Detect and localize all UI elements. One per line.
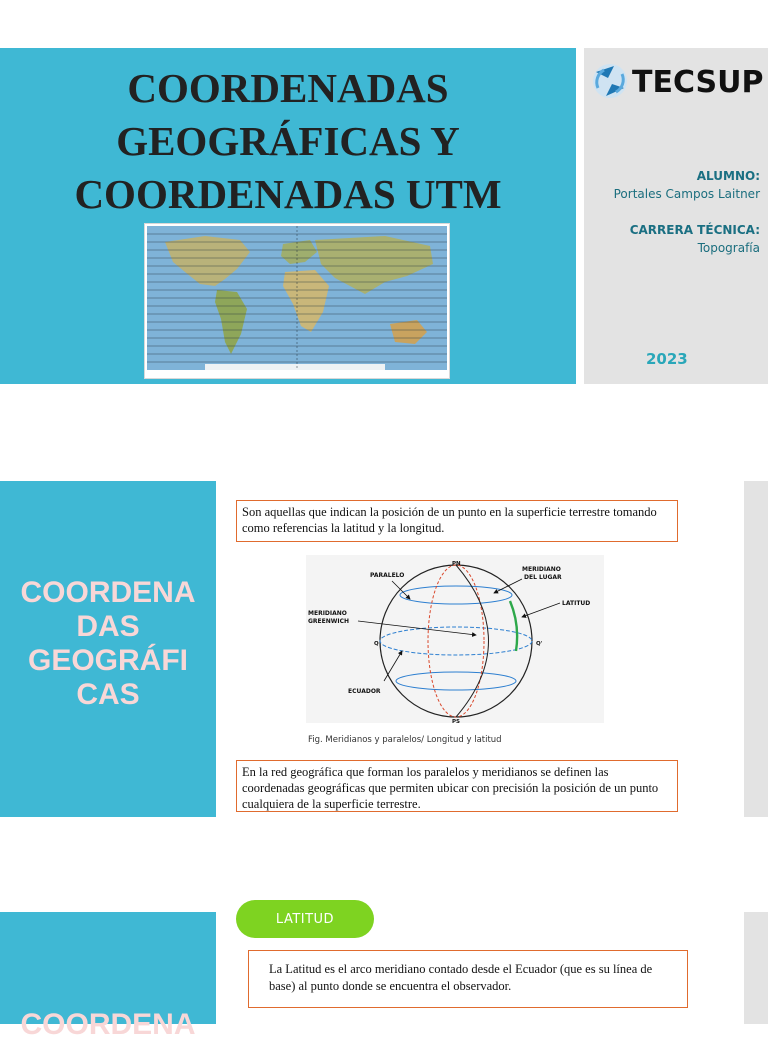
svg-text:LATITUD: LATITUD: [562, 600, 591, 607]
svg-text:PN: PN: [452, 561, 461, 567]
svg-text:MERIDIANO: MERIDIANO: [308, 610, 347, 617]
tecsup-logo: [590, 58, 766, 104]
svg-text:PARALELO: PARALELO: [370, 572, 405, 579]
svg-text:GREENWICH: GREENWICH: [308, 618, 350, 625]
alumno-value: Portales Campos Laitner: [613, 187, 760, 201]
svg-text:TECSUP: TECSUP: [632, 65, 764, 100]
globe-diagram: [306, 555, 604, 723]
section-title-2: COORDENA: [20, 1008, 196, 1041]
svg-text:DEL LUGAR: DEL LUGAR: [524, 574, 562, 581]
slide-title: COORDENADAS GEOGRÁFICAS Y COORDENADAS UTM: [74, 65, 502, 217]
description-box: En la red geográfica que forman los paralelos y meridianos se definen las coordenadas geográficas que permiten ubicar con precisión la posición de un punto cualquiera de la superficie terrestre.: [236, 760, 678, 812]
latitud-definition-box: La Latitud es el arco meridiano contado desde el Ecuador (que es su línea de base) al punto donde se encuentra el observador.: [248, 950, 688, 1008]
section-title: COORDENA DAS GEOGRÁFI CAS: [20, 576, 196, 711]
svg-text:MERIDIANO: MERIDIANO: [522, 566, 561, 573]
svg-text:ECUADOR: ECUADOR: [348, 688, 381, 695]
definition-box: Son aquellas que indican la posición de un punto en la superficie terrestre tomando como referencias la latitud y la longitud.: [236, 500, 678, 542]
alumno-label: ALUMNO:: [696, 169, 760, 183]
next-slide-edge-2: [744, 912, 768, 1024]
carrera-value: Topografía: [697, 241, 760, 255]
figure-caption: Fig. Meridianos y paralelos/ Longitud y latitud: [308, 735, 502, 745]
svg-text:Q: Q: [374, 641, 379, 647]
latitud-pill: LATITUD: [236, 900, 374, 938]
next-slide-edge: [744, 481, 768, 817]
year-label: 2023: [646, 350, 688, 368]
svg-text:Q': Q': [536, 641, 543, 647]
tecsup-emblem-icon: [593, 64, 627, 98]
world-map-image: [144, 223, 450, 379]
carrera-label: CARRERA TÉCNICA:: [629, 223, 760, 237]
svg-text:PS: PS: [452, 719, 460, 723]
